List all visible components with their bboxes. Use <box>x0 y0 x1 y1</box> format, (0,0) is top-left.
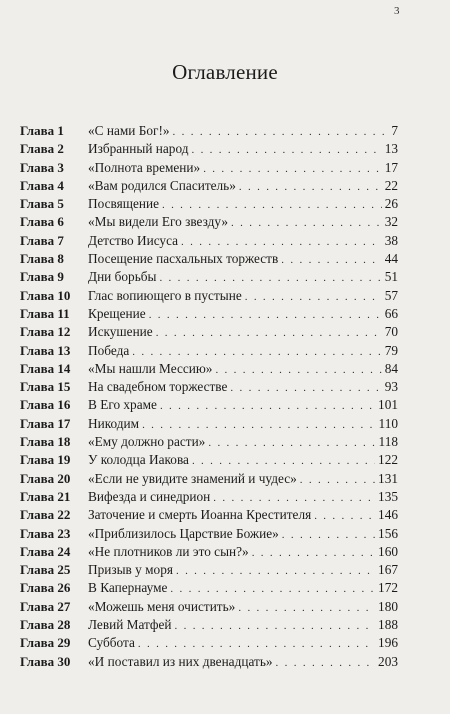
toc-chapter-title: «Мы видели Его звезду» <box>88 214 229 230</box>
toc-chapter-title: «Приблизилось Царствие Божие» <box>88 525 279 541</box>
toc-page-number: 79 <box>384 342 398 358</box>
toc-page-number: 135 <box>378 488 398 504</box>
toc-entry[interactable] <box>20 159 398 177</box>
toc-chapter-title: «С нами Бог!» <box>88 123 170 138</box>
toc-entry[interactable] <box>20 122 398 140</box>
toc-page-number: 57 <box>384 287 398 303</box>
toc-chapter-label: Глава 8 <box>20 251 64 267</box>
toc-dot-leader <box>191 141 381 159</box>
toc-dot-leader <box>149 306 382 324</box>
toc-entry[interactable] <box>20 488 398 506</box>
toc-entry[interactable] <box>20 616 398 634</box>
toc-page-number: 167 <box>378 562 398 578</box>
toc-dot-leader <box>176 562 375 580</box>
toc-page-number: 196 <box>378 635 398 651</box>
toc-chapter-label: Глава 7 <box>20 232 64 248</box>
toc-chapter-label: Глава 17 <box>20 415 71 431</box>
toc-entry[interactable] <box>20 360 398 378</box>
toc-dot-leader <box>281 251 381 269</box>
toc-page-number: 118 <box>378 434 398 450</box>
toc-chapter-title: «Полнота времени» <box>88 159 201 175</box>
toc-dot-leader <box>276 654 376 672</box>
toc-page-number: 180 <box>378 598 398 614</box>
toc-page-number: 44 <box>384 251 398 267</box>
toc-dot-leader <box>282 526 375 544</box>
toc-page-number: 84 <box>384 360 398 376</box>
toc-chapter-label: Глава 22 <box>20 507 71 523</box>
toc-chapter-title: Дни борьбы <box>88 269 157 285</box>
page-title: Оглавление <box>172 60 278 84</box>
toc-chapter-label: Глава 1 <box>20 123 64 138</box>
toc-chapter-label: Глава 25 <box>20 562 71 578</box>
toc-page-number: 66 <box>384 305 398 321</box>
toc-dot-leader <box>192 452 375 470</box>
toc-entry[interactable] <box>20 525 398 543</box>
toc-chapter-label: Глава 20 <box>20 470 71 486</box>
toc-chapter-title: «Не плотников ли это сын?» <box>88 543 249 559</box>
toc-dot-leader <box>156 324 382 342</box>
toc-dot-leader <box>252 544 375 562</box>
toc-page-number: 160 <box>378 543 398 559</box>
toc-dot-leader <box>239 178 382 196</box>
toc-entry[interactable] <box>20 250 398 268</box>
toc-entry[interactable] <box>20 653 398 671</box>
toc-chapter-title: «Можешь меня очистить» <box>88 598 236 614</box>
toc-dot-leader <box>175 617 376 635</box>
toc-entry[interactable] <box>20 378 398 396</box>
toc-chapter-title: Левий Матфей <box>88 617 172 633</box>
toc-entry[interactable] <box>20 396 398 414</box>
toc-dot-leader <box>215 361 381 379</box>
toc-entry[interactable] <box>20 177 398 195</box>
toc-chapter-title: На свадебном торжестве <box>88 379 228 395</box>
toc-chapter-label: Глава 28 <box>20 617 71 633</box>
toc-entry[interactable] <box>20 305 398 323</box>
toc-dot-leader <box>159 269 381 287</box>
toc-dot-leader <box>181 233 382 251</box>
toc-entry[interactable] <box>20 287 398 305</box>
toc-chapter-label: Глава 11 <box>20 305 70 321</box>
toc-dot-leader <box>132 343 381 361</box>
toc-page-number: 122 <box>378 452 398 468</box>
toc-chapter-title: «Мы нашли Мессию» <box>88 360 213 376</box>
table-of-contents <box>20 122 398 671</box>
toc-page-number: 7 <box>391 123 398 138</box>
toc-entry[interactable] <box>20 195 398 213</box>
toc-chapter-title: Детство Иисуса <box>88 232 179 248</box>
toc-entry[interactable] <box>20 451 398 469</box>
toc-page-number: 32 <box>384 214 398 230</box>
toc-chapter-title: Заточение и смерть Иоанна Крестителя <box>88 507 312 523</box>
toc-chapter-title: Посвящение <box>88 196 159 212</box>
toc-dot-leader <box>162 196 382 214</box>
toc-chapter-title: Избранный народ <box>88 141 189 157</box>
toc-chapter-title: Никодим <box>88 415 140 431</box>
toc-page-number: 26 <box>384 196 398 212</box>
toc-chapter-label: Глава 23 <box>20 525 71 541</box>
toc-chapter-label: Глава 29 <box>20 635 71 651</box>
toc-chapter-title: В Капернауме <box>88 580 168 596</box>
toc-chapter-title: Глас вопиющего в пустыне <box>88 287 242 303</box>
toc-chapter-label: Глава 21 <box>20 488 71 504</box>
toc-chapter-title: Искушение <box>88 324 153 340</box>
toc-entry[interactable] <box>20 268 398 286</box>
toc-chapter-title: Победа <box>88 342 130 358</box>
toc-page-number: 101 <box>378 397 398 413</box>
toc-dot-leader <box>160 397 375 415</box>
toc-page-number: 146 <box>378 507 398 523</box>
toc-chapter-title: Суббота <box>88 635 135 651</box>
toc-entry[interactable] <box>20 506 398 524</box>
toc-page-number: 203 <box>378 653 398 669</box>
toc-page-number: 17 <box>384 159 398 175</box>
toc-page-number: 13 <box>384 141 398 157</box>
toc-chapter-label: Глава 27 <box>20 598 71 614</box>
toc-dot-leader <box>300 471 375 489</box>
toc-chapter-label: Глава 19 <box>20 452 71 468</box>
toc-chapter-title: Крещение <box>88 305 146 321</box>
toc-chapter-label: Глава 30 <box>20 653 71 669</box>
toc-page-number: 156 <box>378 525 398 541</box>
toc-chapter-label: Глава 9 <box>20 269 64 285</box>
toc-dot-leader <box>203 160 382 178</box>
toc-page-number: 51 <box>384 269 398 285</box>
toc-dot-leader <box>230 379 381 397</box>
toc-dot-leader <box>138 635 375 653</box>
toc-entry[interactable] <box>20 543 398 561</box>
toc-entry[interactable] <box>20 342 398 360</box>
toc-page-number: 70 <box>384 324 398 340</box>
toc-chapter-label: Глава 5 <box>20 196 64 212</box>
toc-chapter-label: Глава 18 <box>20 434 71 450</box>
toc-chapter-label: Глава 12 <box>20 324 71 340</box>
toc-chapter-label: Глава 15 <box>20 379 71 395</box>
toc-dot-leader <box>245 288 382 306</box>
toc-chapter-title: Призыв у моря <box>88 562 173 578</box>
toc-page-number: 93 <box>384 379 398 395</box>
toc-dot-leader <box>142 416 375 434</box>
toc-chapter-title: Посещение пасхальных торжеств <box>88 251 279 267</box>
toc-chapter-label: Глава 10 <box>20 287 71 303</box>
toc-chapter-title: Вифезда и синедрион <box>88 488 211 504</box>
toc-entry[interactable] <box>20 433 398 451</box>
toc-dot-leader <box>173 123 389 141</box>
toc-chapter-title: «Если не увидите знамений и чудес» <box>88 470 297 486</box>
toc-dot-leader <box>314 507 375 525</box>
toc-entry[interactable] <box>20 561 398 579</box>
toc-chapter-title: У колодца Иакова <box>88 452 189 468</box>
toc-entry[interactable] <box>20 140 398 158</box>
toc-dot-leader <box>170 580 375 598</box>
toc-chapter-label: Глава 16 <box>20 397 71 413</box>
toc-entry[interactable] <box>20 323 398 341</box>
toc-entry[interactable] <box>20 415 398 433</box>
toc-chapter-title: «Вам родился Спаситель» <box>88 177 236 193</box>
toc-chapter-label: Глава 2 <box>20 141 64 157</box>
toc-entry[interactable] <box>20 579 398 597</box>
toc-dot-leader <box>238 599 375 617</box>
toc-chapter-title: «Ему должно расти» <box>88 434 206 450</box>
toc-chapter-label: Глава 14 <box>20 360 71 376</box>
toc-page-number: 131 <box>378 470 398 486</box>
toc-page-number: 172 <box>378 580 398 596</box>
toc-entry[interactable] <box>20 213 398 231</box>
toc-chapter-label: Глава 13 <box>20 342 71 358</box>
toc-entry[interactable] <box>20 470 398 488</box>
toc-chapter-label: Глава 3 <box>20 159 64 175</box>
toc-entry[interactable] <box>20 634 398 652</box>
toc-entry[interactable] <box>20 598 398 616</box>
toc-page-number: 188 <box>378 617 398 633</box>
toc-chapter-label: Глава 24 <box>20 543 71 559</box>
toc-chapter-label: Глава 6 <box>20 214 64 230</box>
toc-page-number: 38 <box>384 232 398 248</box>
toc-dot-leader <box>213 489 375 507</box>
toc-chapter-label: Глава 4 <box>20 177 64 193</box>
toc-page-number: 110 <box>378 415 398 431</box>
toc-entry[interactable] <box>20 232 398 250</box>
toc-page-number: 22 <box>384 177 398 193</box>
page-number: 3 <box>394 5 400 17</box>
toc-chapter-title: В Его храме <box>88 397 157 413</box>
toc-dot-leader <box>231 214 382 232</box>
toc-chapter-label: Глава 26 <box>20 580 71 596</box>
toc-chapter-title: «И поставил из них двенадцать» <box>88 653 273 669</box>
toc-dot-leader <box>208 434 375 452</box>
